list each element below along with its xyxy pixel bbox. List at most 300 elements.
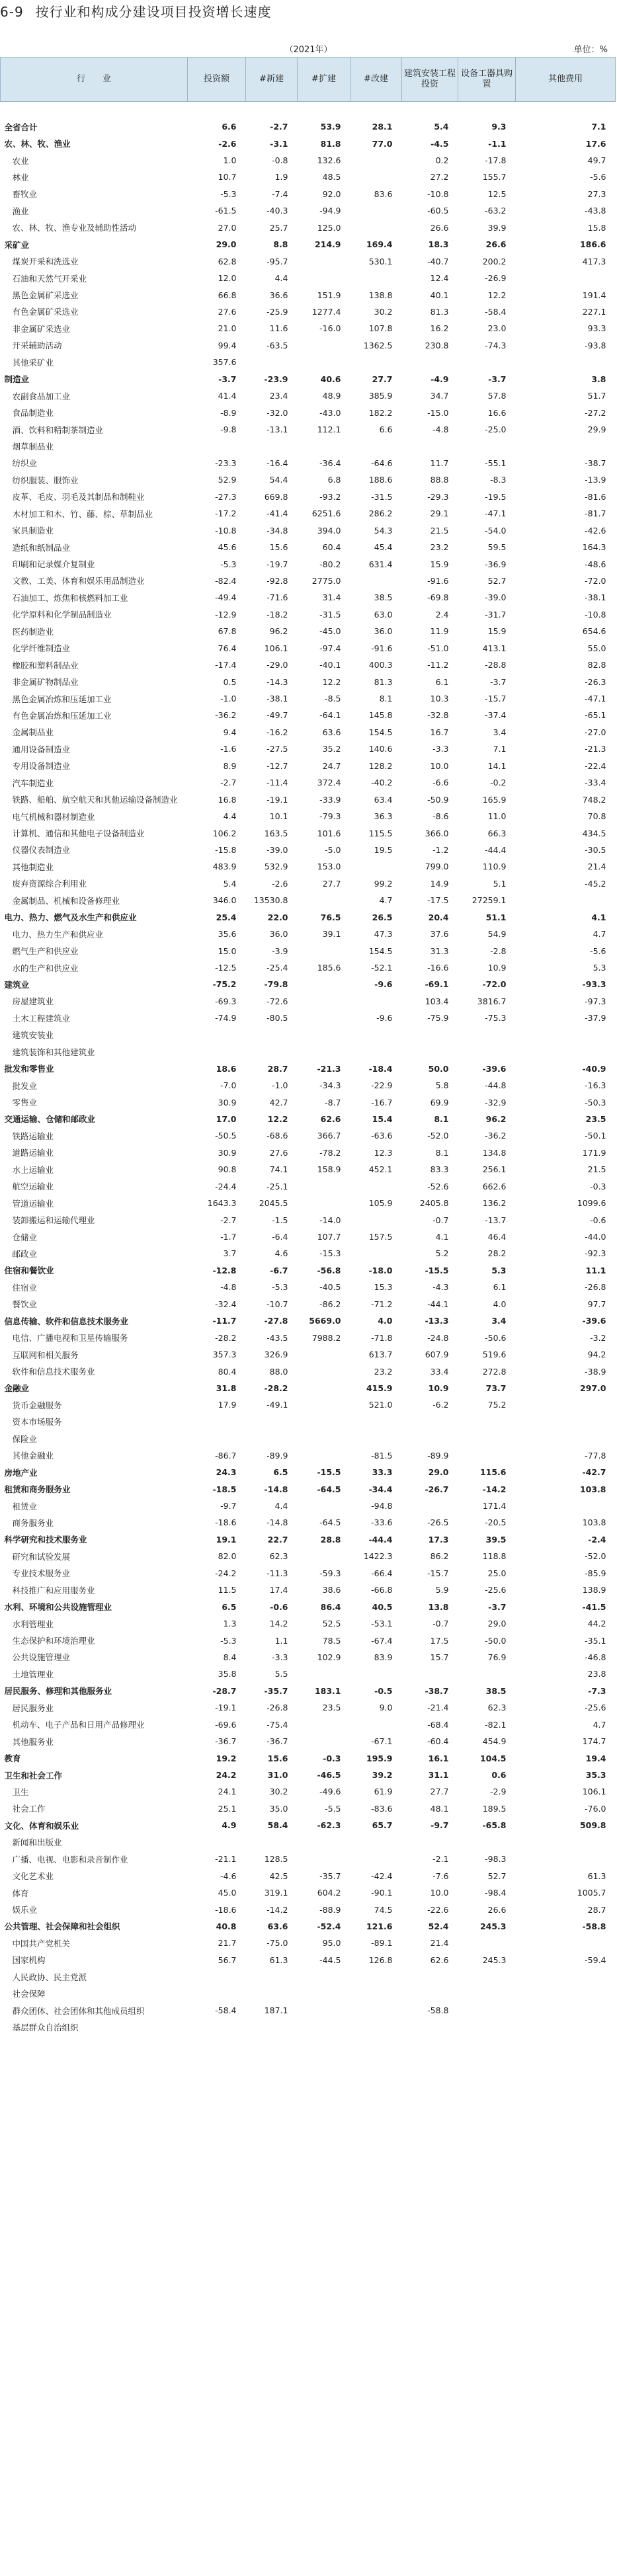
value-cell: -9.8: [220, 424, 237, 435]
value-cell: 5.8: [435, 1080, 449, 1091]
value-cell: [298, 337, 350, 354]
value-cell: -75.3: [485, 1013, 507, 1024]
value-cell: [516, 354, 616, 370]
header-construction: 建筑安装工程投资: [402, 58, 458, 102]
value-cell: -13.9: [585, 475, 606, 485]
value-cell: -82.1: [485, 1719, 507, 1730]
industry-name: 资本市场服务: [12, 1417, 62, 1428]
industry-name: 人民政协、民主党派: [12, 1972, 87, 1982]
value-cell: 5.9: [435, 1585, 449, 1595]
industry-name: 管道运输业: [12, 1198, 54, 1209]
value-cell: 35.3: [585, 1770, 606, 1781]
value-cell: 86.4: [320, 1601, 341, 1612]
industry-name: 文化艺术业: [12, 1871, 54, 1882]
value-cell: 15.3: [374, 1282, 393, 1293]
value-cell: [458, 1986, 516, 2002]
industry-name: 专业技术服务业: [12, 1568, 71, 1579]
value-cell: -54.0: [485, 525, 507, 536]
header-other: 其他费用: [516, 58, 616, 102]
value-cell: 99.4: [218, 340, 237, 350]
value-cell: 214.9: [314, 239, 341, 250]
value-cell: -32.4: [215, 1299, 237, 1309]
industry-name: 卫生和社会工作: [4, 1770, 63, 1781]
value-cell: [402, 438, 458, 454]
industry-name: 通用设备制造业: [12, 744, 71, 754]
value-cell: 8.1: [434, 1113, 449, 1124]
value-cell: 17.3: [428, 1534, 449, 1545]
value-cell: 18.3: [428, 239, 449, 250]
value-cell: -3.1: [270, 138, 288, 149]
industry-name: 公共设施管理业: [12, 1652, 71, 1663]
table-row: [1, 842, 616, 858]
table-row: [1, 135, 616, 151]
value-cell: [298, 1027, 350, 1043]
value-cell: -64.1: [319, 710, 341, 721]
value-cell: 110.9: [482, 862, 507, 872]
value-cell: -50.5: [215, 1131, 237, 1141]
industry-name: 房地产业: [4, 1467, 38, 1478]
value-cell: 530.1: [368, 256, 393, 266]
value-cell: -63.5: [267, 340, 288, 350]
value-cell: -27.3: [215, 491, 237, 502]
value-cell: [350, 1716, 402, 1733]
value-cell: -14.0: [319, 1215, 341, 1225]
value-cell: 6.5: [222, 1601, 237, 1612]
value-cell: -60.5: [427, 206, 449, 216]
value-cell: 44.2: [587, 1619, 606, 1629]
value-cell: 90.8: [218, 1164, 237, 1175]
value-cell: [516, 1851, 616, 1867]
industry-name: 批发和零售业: [4, 1064, 54, 1074]
value-cell: -1.7: [220, 1232, 237, 1242]
value-cell: -78.2: [319, 1147, 341, 1158]
value-cell: 8.4: [223, 1652, 237, 1662]
value-cell: 12.5: [487, 188, 507, 199]
value-cell: 28.2: [487, 1248, 507, 1259]
value-cell: 662.6: [482, 1181, 507, 1191]
industry-name: 农、林、牧、渔专业及辅助性活动: [12, 223, 137, 233]
table-row: [1, 1531, 616, 1548]
value-cell: [350, 169, 402, 185]
table-row: [1, 1296, 616, 1312]
value-cell: 23.5: [585, 1113, 606, 1124]
value-cell: 30.2: [269, 1787, 288, 1797]
value-cell: 15.6: [269, 542, 288, 553]
value-cell: -20.5: [485, 1517, 507, 1528]
value-cell: -25.1: [267, 1181, 288, 1191]
value-cell: [246, 1430, 298, 1447]
value-cell: -5.6: [590, 946, 606, 956]
table-row: [1, 489, 616, 505]
value-cell: -28.2: [264, 1383, 288, 1393]
industry-name: 软件和信息技术服务业: [12, 1367, 95, 1377]
value-cell: [516, 1834, 616, 1851]
value-cell: 42.7: [269, 1097, 288, 1107]
industry-name: 全省合计: [4, 122, 38, 132]
table-row: [1, 1480, 616, 1497]
value-cell: -43.0: [319, 407, 341, 418]
value-cell: -1.6: [220, 744, 237, 754]
value-cell: 417.3: [582, 256, 606, 266]
value-cell: 48.5: [322, 172, 341, 182]
value-cell: 101.6: [317, 828, 341, 838]
industry-name: 研究和试验发展: [12, 1551, 71, 1562]
unit-label: 单位：%: [573, 45, 608, 55]
industry-name: 社会保障: [12, 1989, 46, 1999]
value-cell: -0.2: [490, 778, 507, 788]
value-cell: -2.7: [220, 1215, 237, 1225]
value-cell: [188, 1834, 246, 1851]
value-cell: 6.1: [435, 676, 449, 687]
value-cell: -11.3: [267, 1568, 288, 1578]
table-row: [1, 1666, 616, 1682]
value-cell: -23.9: [264, 374, 288, 384]
value-cell: -40.5: [319, 1282, 341, 1293]
value-cell: 165.9: [482, 794, 507, 805]
value-cell: -12.8: [212, 1265, 237, 1275]
value-cell: 31.4: [322, 592, 341, 603]
value-cell: 4.4: [274, 1501, 288, 1511]
table-header: [1, 58, 616, 102]
value-cell: -71.6: [267, 592, 288, 603]
value-cell: 73.7: [485, 1383, 507, 1393]
value-cell: 366.7: [317, 1131, 341, 1141]
value-cell: -39.0: [267, 844, 288, 855]
value-cell: 24.3: [216, 1467, 237, 1478]
value-cell: -26.5: [427, 1517, 449, 1528]
value-cell: 12.2: [322, 676, 341, 687]
value-cell: [350, 1211, 402, 1228]
value-cell: -89.9: [427, 1450, 449, 1461]
value-cell: [458, 354, 516, 370]
value-cell: 21.4: [430, 1938, 449, 1949]
value-cell: 37.6: [430, 929, 449, 940]
value-cell: 21.5: [587, 1164, 606, 1175]
value-cell: 245.3: [479, 1921, 507, 1931]
value-cell: -89.1: [371, 1938, 393, 1949]
table-row: [1, 1582, 616, 1598]
value-cell: [246, 102, 298, 118]
table-row: [1, 1010, 616, 1026]
value-cell: [402, 1414, 458, 1430]
value-cell: [350, 1414, 402, 1430]
value-cell: -11.4: [267, 778, 288, 788]
value-cell: [188, 102, 246, 118]
value-cell: 8.1: [435, 1147, 449, 1158]
value-cell: -5.3: [220, 1635, 237, 1646]
value-cell: -1.1: [488, 138, 507, 149]
industry-name: 林业: [12, 172, 29, 182]
value-cell: -17.5: [427, 895, 449, 906]
value-cell: -71.8: [371, 1332, 393, 1343]
value-cell: -63.2: [485, 206, 507, 216]
value-cell: -32.8: [427, 710, 449, 721]
value-cell: 103.4: [425, 996, 449, 1006]
value-cell: -23.3: [215, 458, 237, 468]
value-cell: -72.0: [585, 575, 606, 586]
value-cell: [516, 1986, 616, 2002]
value-cell: -33.9: [319, 794, 341, 805]
value-cell: 140.6: [368, 744, 393, 754]
value-cell: 272.8: [482, 1366, 507, 1377]
table-row: [1, 707, 616, 723]
value-cell: 30.2: [374, 306, 393, 317]
value-cell: -9.7: [220, 1501, 237, 1511]
value-cell: -81.6: [585, 491, 606, 502]
value-cell: 31.0: [267, 1770, 288, 1781]
value-cell: -19.5: [485, 491, 507, 502]
value-cell: -3.7: [490, 676, 507, 687]
industry-name: 租赁和商务服务业: [4, 1484, 71, 1495]
industry-name: [1, 102, 188, 118]
industry-name: 科技推广和应用服务业: [12, 1585, 95, 1595]
value-cell: -1.2: [432, 844, 449, 855]
value-cell: -5.3: [220, 188, 237, 199]
table-body: [1, 102, 616, 2036]
value-cell: 19.2: [216, 1753, 237, 1763]
table-row: [1, 1498, 616, 1514]
value-cell: 81.3: [374, 676, 393, 687]
table-row: [1, 152, 616, 169]
value-cell: 23.2: [430, 542, 449, 553]
industry-name: 道路运输业: [12, 1148, 54, 1158]
industry-name: 金属制品业: [12, 727, 54, 738]
value-cell: -60.4: [427, 1736, 449, 1747]
industry-name: 其他采矿业: [12, 357, 54, 368]
value-cell: -93.2: [319, 491, 341, 502]
value-cell: 631.4: [368, 559, 393, 569]
value-cell: -59.3: [319, 1568, 341, 1578]
value-cell: -4.6: [220, 1871, 237, 1881]
value-cell: 27.3: [587, 188, 606, 199]
industry-name: 土木工程建筑业: [12, 1013, 71, 1024]
value-cell: -61.5: [215, 206, 237, 216]
value-cell: 40.6: [320, 374, 341, 384]
value-cell: 45.0: [218, 1888, 237, 1898]
value-cell: [350, 354, 402, 370]
value-cell: 52.7: [487, 1871, 507, 1881]
value-cell: 29.9: [587, 424, 606, 435]
value-cell: -3.2: [590, 1332, 606, 1343]
value-cell: 4.7: [593, 1719, 606, 1730]
value-cell: 6.6: [222, 122, 237, 132]
value-cell: 6.5: [273, 1467, 288, 1478]
value-cell: 96.2: [269, 626, 288, 637]
value-cell: 29.0: [428, 1467, 449, 1478]
value-cell: 104.5: [479, 1753, 507, 1763]
value-cell: -66.8: [371, 1585, 393, 1595]
value-cell: 400.3: [368, 660, 393, 670]
industry-name: 专用设备制造业: [12, 761, 71, 772]
value-cell: 52.5: [322, 1619, 341, 1629]
value-cell: -44.4: [368, 1534, 393, 1545]
table-row: [1, 1111, 616, 1127]
value-cell: [298, 1430, 350, 1447]
value-cell: [516, 1935, 616, 1951]
value-cell: -75.2: [212, 979, 237, 990]
value-cell: -3.7: [488, 1601, 507, 1612]
value-cell: [350, 1666, 402, 1682]
value-cell: -36.2: [215, 710, 237, 721]
value-cell: 34.7: [430, 391, 449, 401]
value-cell: -3.3: [272, 1652, 288, 1662]
value-cell: 60.4: [322, 542, 341, 553]
industry-name: 建筑安装业: [12, 1030, 54, 1041]
value-cell: [298, 976, 350, 992]
value-cell: -14.2: [482, 1484, 507, 1494]
value-cell: [298, 993, 350, 1010]
value-cell: -25.0: [485, 424, 507, 435]
value-cell: 17.5: [430, 1635, 449, 1646]
value-cell: 27.6: [218, 306, 237, 317]
value-cell: -21.3: [317, 1063, 341, 1074]
table-row: [1, 1077, 616, 1094]
value-cell: 36.0: [374, 626, 393, 637]
value-cell: 326.9: [264, 1349, 288, 1360]
value-cell: -48.6: [585, 559, 606, 569]
table-row: [1, 102, 616, 118]
value-cell: 12.4: [430, 273, 449, 284]
value-cell: 19.1: [216, 1534, 237, 1545]
value-cell: 51.7: [587, 391, 606, 401]
value-cell: 69.9: [430, 1097, 449, 1107]
value-cell: [298, 1414, 350, 1430]
value-cell: 415.9: [366, 1383, 393, 1393]
table-row: [1, 976, 616, 992]
value-cell: [350, 202, 402, 219]
table-row: [1, 1211, 616, 1228]
value-cell: -56.8: [317, 1265, 341, 1275]
value-cell: -65.1: [585, 710, 606, 721]
value-cell: [402, 1986, 458, 2002]
value-cell: 12.2: [487, 290, 507, 300]
value-cell: 27.6: [269, 1147, 288, 1158]
industry-name: 木材加工和木、竹、藤、棕、草制品业: [12, 508, 153, 519]
table-row: [1, 1716, 616, 1733]
value-cell: [298, 1447, 350, 1464]
value-cell: 50.0: [428, 1063, 449, 1074]
value-cell: 88.8: [430, 475, 449, 485]
value-cell: -7.0: [220, 1080, 237, 1091]
value-cell: [402, 1498, 458, 1514]
value-cell: [516, 1498, 616, 1514]
value-cell: [458, 1414, 516, 1430]
value-cell: [458, 2019, 516, 2035]
value-cell: 9.3: [491, 122, 507, 132]
table-row: [1, 1262, 616, 1279]
value-cell: 4.7: [593, 929, 606, 940]
value-cell: 372.4: [317, 778, 341, 788]
industry-name: 房屋建筑业: [12, 996, 54, 1007]
value-cell: 106.1: [582, 1787, 606, 1797]
value-cell: -93.3: [582, 979, 606, 990]
value-cell: -5.5: [325, 1803, 341, 1814]
industry-name: 住宿业: [12, 1282, 38, 1293]
value-cell: -39.6: [582, 1316, 606, 1326]
value-cell: 2.4: [435, 609, 449, 620]
table-row: [1, 286, 616, 303]
value-cell: 28.7: [267, 1063, 288, 1074]
industry-name: 燃气生产和供应业: [12, 946, 79, 957]
value-cell: -53.1: [371, 1619, 393, 1629]
value-cell: 26.6: [430, 222, 449, 233]
header-new: #新建: [246, 58, 298, 102]
industry-name: 金属制品、机械和设备修理业: [12, 895, 120, 906]
value-cell: 16.2: [430, 323, 449, 334]
value-cell: -0.3: [323, 1753, 341, 1763]
value-cell: -8.5: [325, 694, 341, 704]
table-row: [1, 741, 616, 757]
value-cell: 128.2: [368, 760, 393, 771]
value-cell: 6.8: [327, 475, 341, 485]
value-cell: -69.6: [215, 1719, 237, 1730]
industry-name: 汽车制造业: [12, 778, 54, 788]
value-cell: -15.5: [425, 1265, 449, 1275]
value-cell: [298, 2019, 350, 2035]
value-cell: -31.5: [371, 491, 393, 502]
table-row: [1, 1733, 616, 1750]
value-cell: 27259.1: [472, 895, 507, 906]
value-cell: -25.4: [267, 963, 288, 973]
value-cell: [246, 2019, 298, 2035]
value-cell: -14.2: [267, 1904, 288, 1915]
value-cell: [402, 102, 458, 118]
value-cell: [298, 1834, 350, 1851]
value-cell: 88.0: [269, 1366, 288, 1377]
value-cell: 8.1: [379, 694, 393, 704]
value-cell: 82.8: [587, 660, 606, 670]
value-cell: 1005.7: [577, 1888, 606, 1898]
value-cell: -3.3: [432, 744, 449, 754]
value-cell: 0.2: [435, 155, 449, 166]
value-cell: 27.0: [218, 222, 237, 233]
industry-name: 机动车、电子产品和日用产品修理业: [12, 1720, 145, 1730]
value-cell: [298, 1733, 350, 1750]
value-cell: 11.7: [430, 458, 449, 468]
table-row: [1, 438, 616, 454]
value-cell: -82.4: [215, 575, 237, 586]
value-cell: -35.1: [585, 1635, 606, 1646]
value-cell: 182.2: [368, 407, 393, 418]
value-cell: 15.7: [430, 1652, 449, 1662]
industry-name: 非金属矿采选业: [12, 323, 71, 334]
value-cell: 59.5: [487, 542, 507, 553]
industry-name: 文教、工美、体育和娱乐用品制造业: [12, 576, 145, 586]
value-cell: [188, 2019, 246, 2035]
value-cell: -59.4: [585, 1954, 606, 1965]
value-cell: -40.2: [371, 778, 393, 788]
value-cell: [298, 102, 350, 118]
value-cell: 29.1: [430, 508, 449, 519]
value-cell: -14.3: [267, 676, 288, 687]
value-cell: [298, 2002, 350, 2019]
table-row: [1, 1346, 616, 1363]
value-cell: [516, 1968, 616, 1985]
value-cell: 27.7: [430, 1787, 449, 1797]
value-cell: -94.9: [319, 206, 341, 216]
value-cell: [350, 1043, 402, 1060]
value-cell: 47.3: [374, 929, 393, 940]
value-cell: -18.0: [368, 1265, 393, 1275]
value-cell: -33.6: [371, 1517, 393, 1528]
industry-name: 群众团体、社会团体和其他成员组织: [12, 2005, 145, 2016]
value-cell: 22.0: [267, 912, 288, 922]
value-cell: [458, 438, 516, 454]
value-cell: -16.3: [585, 1080, 606, 1091]
table-row: [1, 942, 616, 959]
value-cell: 106.2: [212, 828, 237, 838]
value-cell: 145.8: [368, 710, 393, 721]
